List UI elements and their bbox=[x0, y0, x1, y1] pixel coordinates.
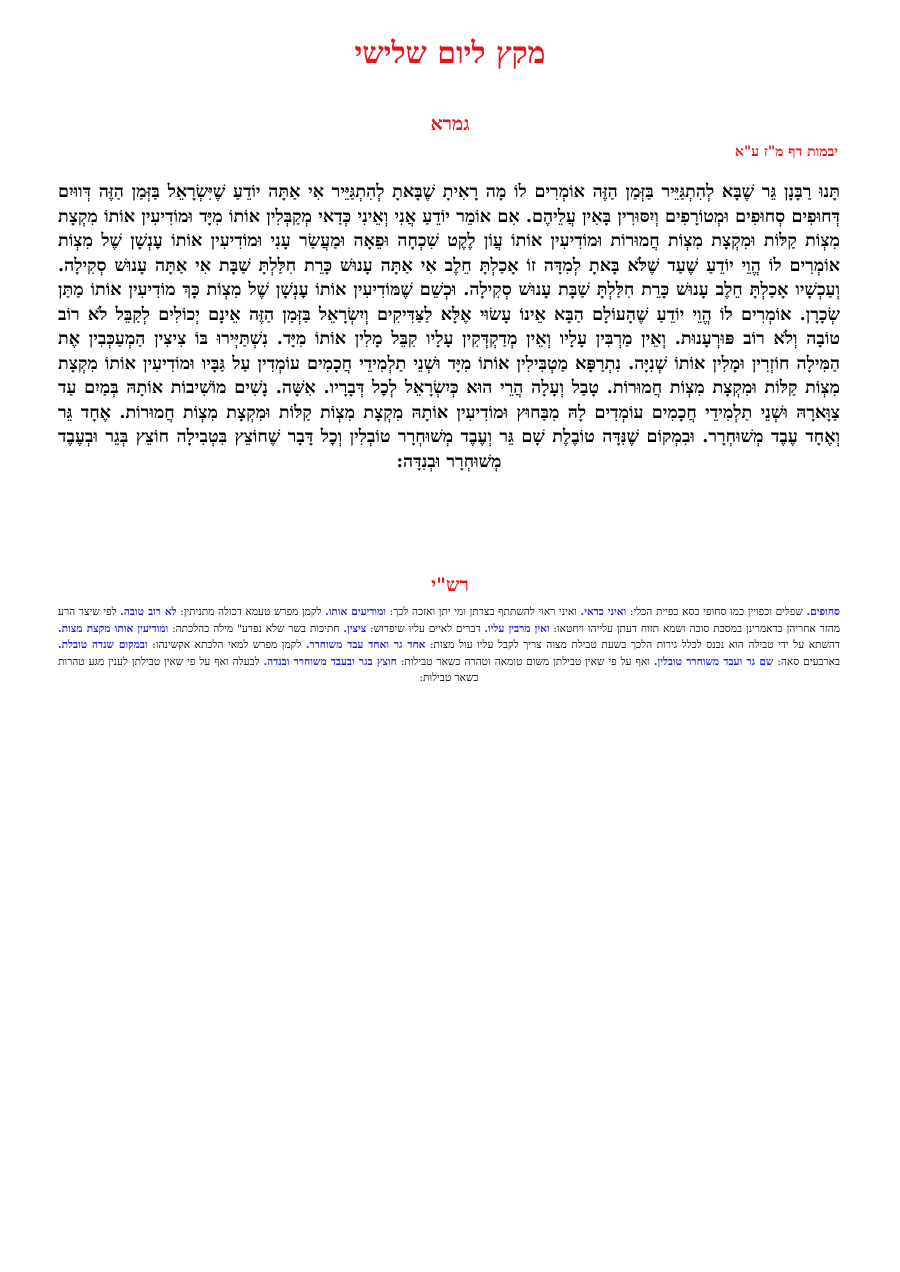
rashi-heading-phrase: סחופים. bbox=[806, 606, 841, 618]
rashi-comment-text: שפלים וכפויין כמו סחופי כסא כפיית הכלי: bbox=[626, 606, 807, 618]
rashi-commentary bbox=[58, 604, 840, 687]
rashi-comment-text: לקמן מפרש למאי הלכתא אקשינהו: bbox=[147, 639, 306, 651]
rashi-heading-phrase: ומודיעין אותו מקצת מצות. bbox=[58, 622, 169, 635]
rashi-heading-phrase: ומודיעים אותו. bbox=[325, 606, 386, 618]
rashi-comment-text: לקמן מפרש טעמא דכולה מתניתין: bbox=[176, 606, 326, 618]
rashi-comment-text: דהשתא על ידי טבילה הוא נכנס לכלל גירות הלכך בשעת טבילת מצוה צריך לקבל עליו עול מצות: bbox=[425, 639, 840, 651]
gemara-heading: גמרא bbox=[430, 113, 470, 135]
rashi-heading-phrase: לא רוב טובה. bbox=[120, 606, 177, 618]
source-reference: יבמות דף מ"ז ע"א bbox=[734, 144, 838, 160]
rashi-comment-text: בארבעים סאה: bbox=[773, 655, 841, 668]
rashi-heading-phrase: ואין מרבין עליו. bbox=[484, 622, 550, 635]
rashi-heading-phrase: ובמקום שנדה טובלת. bbox=[58, 639, 148, 651]
rashi-comment-text: ואף על פי שאין טבילתן משום טומאה וטהרה כשאר טבילות: bbox=[396, 655, 654, 668]
rashi-comment-text: לבעלה ואף על פי שאין טבילתן לענין מגע טהרות כשאר טבילות: bbox=[58, 655, 479, 684]
rashi-heading-phrase: חוצץ בגר ובעבד משוחרר ובנדה. bbox=[263, 655, 397, 668]
rashi-heading-phrase: אחד גר ואחד עבד משוחרר. bbox=[305, 639, 426, 651]
rashi-heading: רש"י bbox=[431, 574, 469, 596]
rashi-comment-text: חתיכות בשר שלא נפרע" מילה כהלכתה: bbox=[168, 622, 344, 635]
rashi-comment-text: דברים לאיים עליו שיפרוש: bbox=[366, 622, 485, 635]
page-title: מקץ ליום שלישי bbox=[354, 36, 546, 71]
rashi-comment-text: ואיני ראוי להשתתף בצרתן ומי יתן ואזכה לכך: bbox=[385, 606, 581, 618]
rashi-heading-phrase: ציצין. bbox=[343, 622, 367, 635]
rashi-comment-text: לפי שיצר הרע מהזר אחריהן כדאמרינן במסכת סוכה ושמא תזוח דעתן עלייהו ויחטאו: bbox=[58, 606, 840, 635]
rashi-heading-phrase: ואיני כדאי. bbox=[580, 606, 627, 618]
rashi-heading-phrase: שם גר ועבד משוחרר טובלין. bbox=[653, 655, 774, 668]
gemara-text: תָּנוּ רַבָּנָן גֵּר שֶׁבָּא לְהִתְגַּיֵּיר בַּזְּמַן הַזֶּה אוֹמְרִים לוֹ מָה רָאִיתָ שֶׁבָּאתָ לְהִתְגַּיֵּיר אִי אַתָּה יוֹדֵעַ שֶׁיִּשְׂרָאֵל בַּזְּמַן הַזֶּה דְּווּיִם דְּחוּפִים סְחוּפִים וּמְטוֹרָפִים וְיִסּוּרִין בָּאִין עֲלֵיהֶם. אִם אוֹמֵר יוֹדֵעַ אֲנִי וְאֵינִי כְּדַאי מְקַבְּלִין אוֹתוֹ מִיָּד וּמוֹדִיעִין אוֹתוֹ מִקְצָת מִצְוֹת קַלּוֹת וּמִקְצָת מִצְוֹת חֲמוּרוֹת וּמוֹדִיעִין אוֹתוֹ עֲוֹן לֶקֶט שִׁכְחָה וּפֵאָה וּמַעֲשַׂר עָנִי וּמוֹדִיעִין אוֹתוֹ עׇנְשָׁן שֶׁל מִצְוֹת אוֹמְרִים לוֹ הֱוֵי יוֹדֵעַ שֶׁעַד שֶׁלֹּא בָּאתָ לְמִדָּה זוֹ אָכַלְתָּ חֵלֶב אִי אַתָּה עָנוּשׁ כָּרֵת חִלַּלְתָּ שַׁבָּת אִי אַתָּה עָנוּשׁ סְקִילָה. וְעַכְשָׁיו אָכַלְתָּ חֵלֶב עָנוּשׁ כָּרֵת חִלַּלְתָּ שַׁבָּת עָנוּשׁ סְקִילָה. וּכְשֵׁם שֶׁמּוֹדִיעִין אוֹתוֹ עׇנְשָׁן שֶׁל מִצְוֹת כָּךְ מוֹדִיעִין אוֹתוֹ מַתַּן שְׂכָרָן. אוֹמְרִים לוֹ הֱוֵי יוֹדֵעַ שֶׁהָעוֹלָם הַבָּא אֵינוֹ עָשׂוּי אֶלָּא לַצַּדִּיקִים וְיִשְׂרָאֵל בַּזְּמַן הַזֶּה אֵינָם יְכוֹלִים לְקַבֵּל לֹא רוֹב טוֹבָה וְלֹא רוֹב פּוּרְעָנוּת. וְאֵין מַרְבִּין עָלָיו וְאֵין מְדַקְדְּקִין עָלָיו קִבֵּל מָלִין אוֹתוֹ מִיָּד. נִשְׁתַּיְּירוּ בּוֹ צִיצִין הַמְעַכְּבִין אֶת הַמִּילָה חוֹזְרִין וּמָלִין אוֹתוֹ שְׁנִיָּה. נִתְרַפָּא מַטְבִּילִין אוֹתוֹ מִיָּד וּשְׁנֵי תַלְמִידֵי חֲכָמִים עוֹמְדִין עַל גַּבָּיו וּמוֹדִיעִין אוֹתוֹ מִקְצָת מִצְוֹת קַלּוֹת וּמִקְצָת מִצְוֹת חֲמוּרוֹת. טָבַל וְעָלָה הֲרֵי הוּא כְּיִשְׂרָאֵל לְכׇל דְּבָרָיו. אִשָּׁה. נָשִׁים מוֹשִׁיבוֹת אוֹתָהּ בְּמַיִם עַד צַוָּארָהּ וּשְׁנֵי תַלְמִידֵי חֲכָמִים עוֹמְדִים לָהּ מִבַּחוּץ וּמוֹדִיעִין אוֹתָהּ מִקְצָת מִצְוֹת קַלּוֹת וּמִקְצָת מִצְוֹת חֲמוּרוֹת. אֶחָד גֵּר וְאֶחָד עֶבֶד מְשׁוּחְרָר. וּבִמְקוֹם שֶׁנִּדָּה טוֹבֶלֶת שָׁם גֵּר וְעֶבֶד מְשׁוּחְרָר טוֹבְלִין וְכׇל דָּבָר שֶׁחוֹצֵץ בִּטְבִילָה חוֹצֵץ בְּגֵר וּבְעֶבֶד מְשׁוּחְרָר וּבְנִדָּה: bbox=[58, 181, 840, 472]
